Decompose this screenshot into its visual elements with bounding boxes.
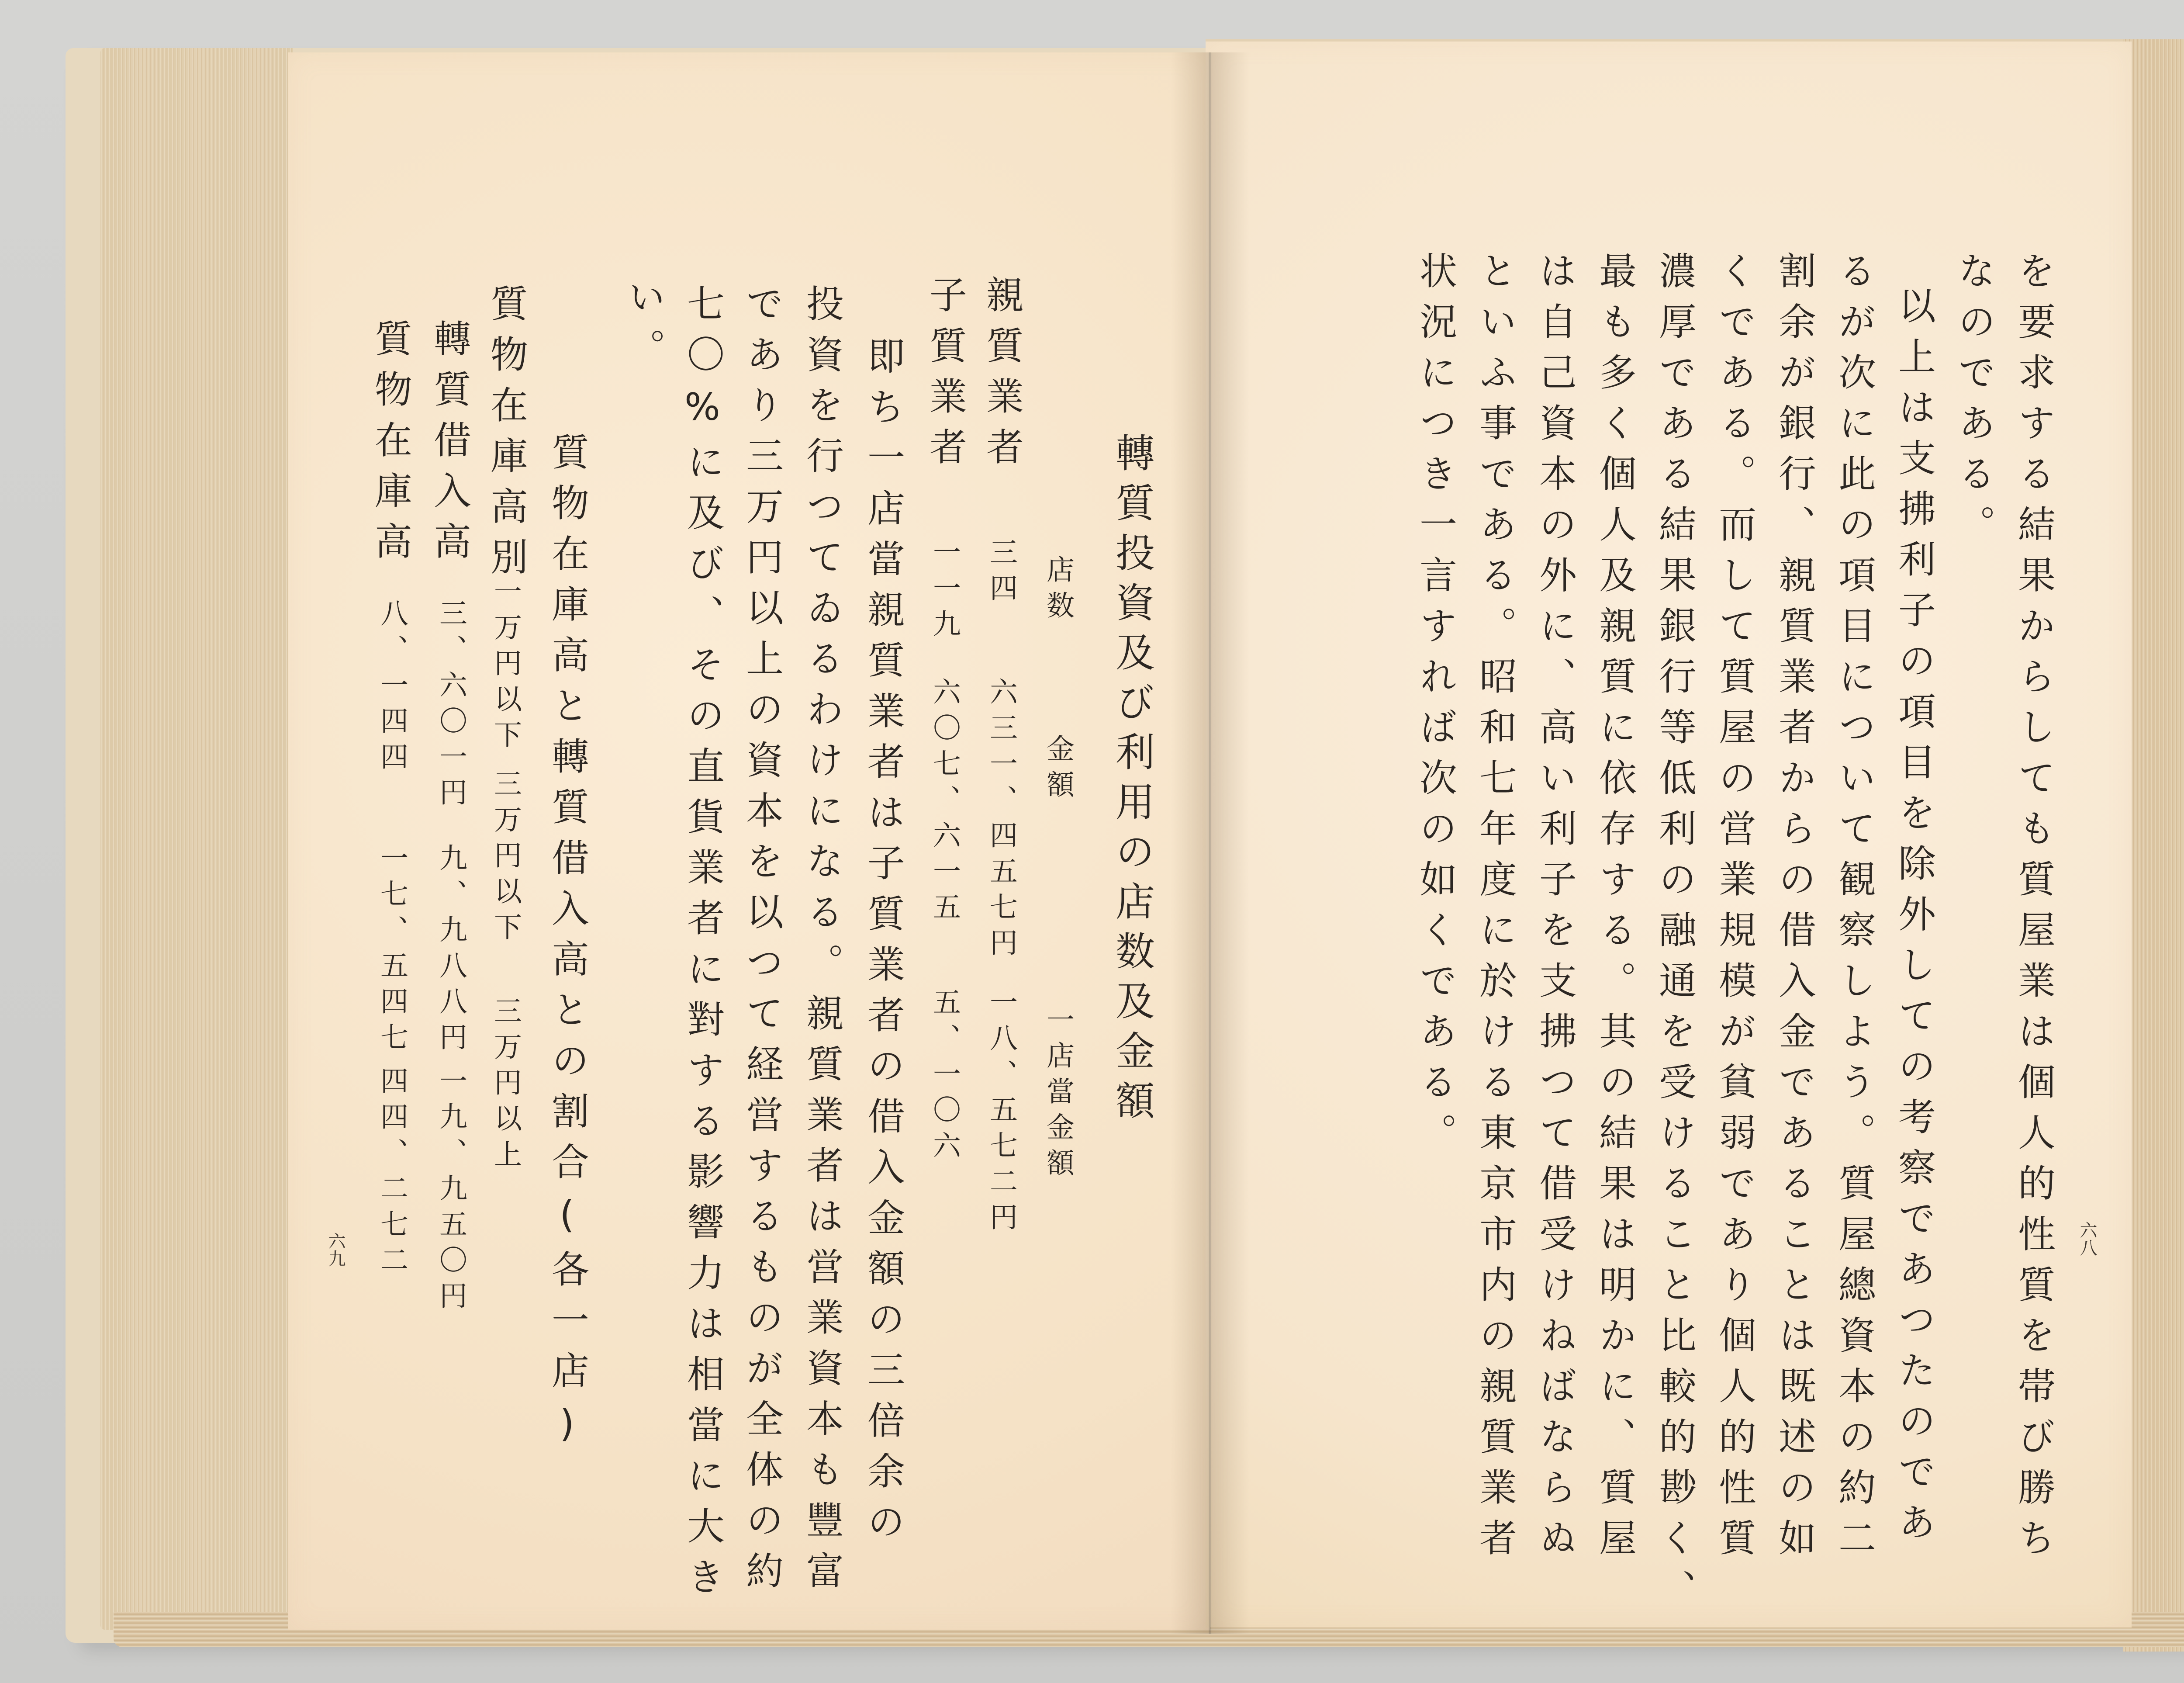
table1-row2-label: 子質業者 xyxy=(923,275,967,478)
table2-row2-under-30k: 一七、五四七 xyxy=(376,843,408,1058)
table2-row1-under-10k: 三、六〇一円 xyxy=(435,599,467,814)
table1-header-store-count: 店数 xyxy=(1042,555,1074,627)
table1-row2-per-store: 五、一〇六 xyxy=(928,987,961,1167)
right-page xyxy=(1206,42,2132,1628)
left-page xyxy=(288,52,1210,1630)
table2-header-label: 質物在庫高別 xyxy=(484,284,528,588)
right-page-edges xyxy=(2123,39,2184,1652)
table1-row2-amount: 六〇七、六一五 xyxy=(928,677,961,928)
table2-row1-label: 轉質借入高 xyxy=(427,319,471,572)
table2-row1-over-30k: 一九、九五〇円 xyxy=(435,1066,467,1317)
page-number-right: 六八 xyxy=(2077,1221,2097,1256)
right-line-9: は自己資本の外に、高い利子を支拂つて借受けねばならぬ xyxy=(1533,251,1576,1569)
table2-header-over-30k: 三万円以上 xyxy=(489,996,522,1175)
right-line-5: 割余が銀行、親質業者からの借入金であることは既述の如 xyxy=(1772,251,1816,1569)
table2-row1-under-30k: 九、九八八円 xyxy=(435,843,467,1058)
right-line-8: 最も多く個人及親質に依存する。其の結果は明かに、質屋 xyxy=(1593,251,1636,1569)
paragraph-line-1: 即ち一店當親質業者は子質業者の借入金額の三倍余の xyxy=(861,336,905,1553)
paragraph-line-4: 七〇%に及び、その直貨業者に對する影響力は相當に大き xyxy=(681,284,724,1608)
right-line-6: くである。而して質屋の営業規模が貧弱であり個人的性質 xyxy=(1712,251,1756,1569)
right-line-1: を要求する結果からしても質屋業は個人的性質を帯び勝ち xyxy=(2011,251,2055,1569)
table1-row1-count: 三四 xyxy=(985,537,1017,609)
table1-row1-amount: 六三一、四五七円 xyxy=(985,677,1017,964)
table2-caption: 質物在庫高と轉質借入高との割合(各一店) xyxy=(545,433,589,1458)
book-gutter xyxy=(1171,52,1249,1634)
left-page-edges xyxy=(100,48,293,1630)
table1-row1-per-store: 一八、五七二円 xyxy=(985,987,1017,1238)
table1-header-amount: 金額 xyxy=(1042,734,1074,806)
right-line-10: といふ事である。昭和七年度に於ける東京市内の親質業者 xyxy=(1473,251,1517,1569)
table2-row2-over-30k: 四四、二七二 xyxy=(376,1066,408,1281)
table2-row2-label: 質物在庫高 xyxy=(368,319,412,572)
table2-row2-under-10k: 八、一四四 xyxy=(376,599,408,778)
page-number-left: 六九 xyxy=(325,1232,346,1267)
right-line-4: るが次に此の項目について観察しよう。質屋總資本の約二 xyxy=(1832,251,1876,1569)
paragraph-line-5: い。 xyxy=(622,277,665,379)
table1-header-per-store: 一店當金額 xyxy=(1042,1005,1074,1184)
paragraph-line-3: であり三万円以上の資本を以つて経営するものが全体の約 xyxy=(740,284,783,1602)
right-line-11: 状況につき一言すれば次の如くである。 xyxy=(1413,251,1457,1164)
table1-row1-label: 親質業者 xyxy=(980,275,1023,478)
table1-row2-count: 一一九 xyxy=(928,537,961,645)
right-line-2: なのである。 xyxy=(1952,251,1995,555)
paragraph-line-2: 投資を行つてゐるわけになる。親質業者は営業資本も豐富 xyxy=(800,284,843,1602)
right-line-7: 濃厚である結果銀行等低利の融通を受けること比較的尠く、 xyxy=(1652,251,1696,1620)
table2-header-under-30k: 三万円以下 xyxy=(489,769,522,948)
right-line-3: 以上は支拂利子の項目を除外しての考察であつたのであ xyxy=(1892,286,1935,1553)
table-title: 轉質投資及び利用の店数及金額 xyxy=(1109,433,1154,1130)
table2-header-under-10k: 一万円以下 xyxy=(489,577,522,756)
